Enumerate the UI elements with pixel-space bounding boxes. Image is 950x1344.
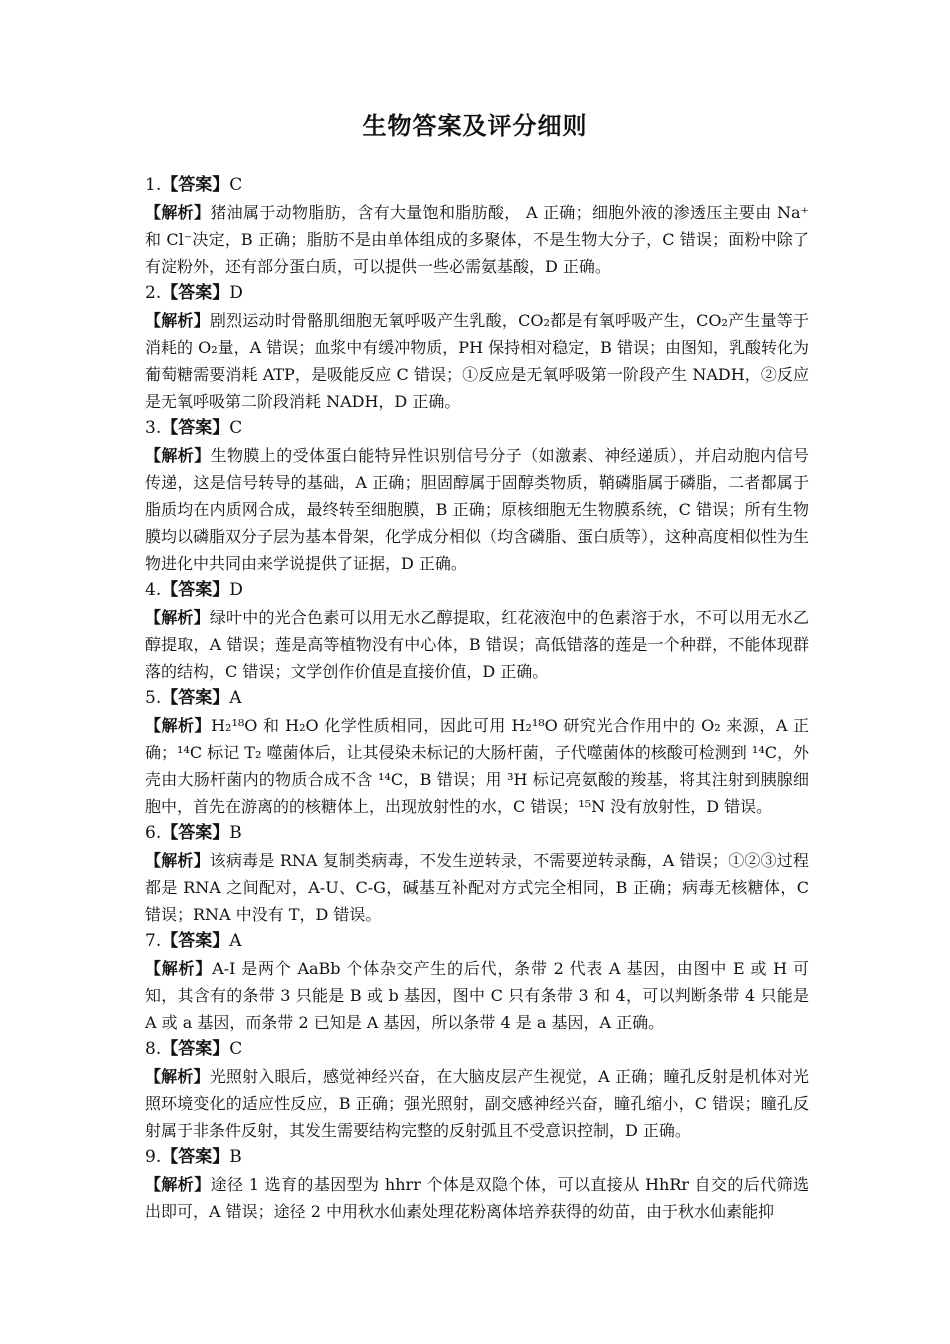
analysis-text: 绿叶中的光合色素可以用无水乙醇提取，红花液泡中的色素溶于水，不可以用无水乙醇提取，A 错误；莲是高等植物没有中心体，B 错误；高低错落的莲是一个种群，不能体现群落的结构，C 错误；文学创作价值是直接价值，D 正确。 [145,608,809,681]
analysis-tag: 【解析】 [145,716,212,735]
answer-choice: D [229,283,243,303]
answer-choice: A [229,688,242,708]
answer-choice: C [229,418,243,438]
analysis-tag: 【解析】 [145,608,210,627]
analysis-text: 该病毒是 RNA 复制类病毒，不发生逆转录，不需要逆转录酶，A 错误；①②③过程都是 RNA 之间配对，A-U、C-G，碱基互补配对方式完全相同，B 正确；病毒无核糖体，C 错误；RNA 中没有 T，D 错误。 [145,851,809,924]
answer-item [145,820,809,928]
answer-item [145,280,809,415]
answer-item [145,928,809,1036]
answer-tag: 【答案】 [161,1039,230,1059]
answer-line [145,172,809,199]
answer-line [145,1144,809,1171]
analysis-paragraph [145,199,809,280]
question-number: 3. [145,418,162,438]
question-number: 9. [145,1147,162,1167]
answer-item [145,172,809,280]
analysis-tag: 【解析】 [145,851,210,870]
question-number: 5. [145,688,162,708]
answer-line [145,928,809,955]
answer-line [145,415,809,442]
question-number: 2. [145,283,162,303]
answer-line [145,280,809,307]
answer-choice: C [229,1039,243,1059]
analysis-paragraph [145,847,809,928]
answer-choice: D [229,580,243,600]
question-number: 4. [145,580,162,600]
answer-item [145,1036,809,1144]
answer-tag: 【答案】 [161,175,230,195]
page-title: 生物答案及评分细则 [362,112,588,140]
analysis-tag: 【解析】 [145,1067,210,1086]
analysis-paragraph [145,442,809,577]
analysis-tag: 【解析】 [145,446,211,465]
answer-item [145,415,809,577]
analysis-tag: 【解析】 [145,959,213,978]
analysis-text: 剧烈运动时骨骼肌细胞无氧呼吸产生乳酸，CO₂都是有氧呼吸产生，CO₂产生量等于消耗的 O₂量，A 错误；血浆中有缓冲物质，PH 保持相对稳定，B 错误；由图知，乳酸转化为葡萄糖需要消耗 ATP，是吸能反应 C 错误；①反应是无氧呼吸第一阶段产生 NADH，②反应是无氧呼吸第二阶段消耗 NADH，D 正确。 [145,311,809,411]
answer-line [145,577,809,604]
answer-tag: 【答案】 [161,688,230,708]
analysis-text: 猪油属于动物脂肪，含有大量饱和脂肪酸， A 正确；细胞外液的渗透压主要由 Na⁺和 Cl⁻决定，B 正确；脂肪不是由单体组成的多聚体，不是生物大分子，C 错误；面粉中除了有淀粉外，还有部分蛋白质，可以提供一些必需氨基酸，D 正确。 [145,203,809,276]
question-number: 6. [145,823,162,843]
answer-tag: 【答案】 [161,1147,230,1167]
analysis-tag: 【解析】 [145,203,211,222]
answer-choice: B [229,1147,242,1167]
analysis-text: A-I 是两个 AaBb 个体杂交产生的后代，条带 2 代表 A 基因，由图中 E 或 H 可知，其含有的条带 3 只能是 B 或 b 基因，图中 C 只有条带 3 和 4，可以判断条带 4 只能是 A 或 a 基因，而条带 2 已知是 A 基因，所以条带 4 是 a 基因，A 正确。 [145,959,809,1032]
answer-tag: 【答案】 [161,580,230,600]
analysis-text: 光照射入眼后，感觉神经兴奋，在大脑皮层产生视觉，A 正确；瞳孔反射是机体对光照环境变化的适应性反应，B 正确；强光照射，副交感神经兴奋，瞳孔缩小，C 错误；瞳孔反射属于非条件反射，其发生需要结构完整的反射弧且不受意识控制，D 正确。 [145,1067,809,1140]
analysis-paragraph [145,1171,809,1225]
answer-tag: 【答案】 [161,418,230,438]
answer-item [145,1144,809,1225]
question-number: 1. [145,175,162,195]
answer-list [145,172,809,1225]
analysis-paragraph [145,604,809,685]
answer-tag: 【答案】 [161,931,230,951]
answer-item [145,577,809,685]
analysis-tag: 【解析】 [145,1175,211,1194]
analysis-text: H₂¹⁸O 和 H₂O 化学性质相同，因此可用 H₂¹⁸O 研究光合作用中的 O₂ 来源，A 正确；¹⁴C 标记 T₂ 噬菌体后，让其侵染未标记的大肠杆菌，子代噬菌体的核酸可检测到 ¹⁴C，外壳由大肠杆菌内的物质合成不含 ¹⁴C，B 错误；用 ³H 标记亮氨酸的羧基，将其注射到胰腺细胞中，首先在游离的的核糖体上，出现放射性的水，C 错误；¹⁵N 没有放射性，D 错误。 [145,716,809,816]
analysis-text: 途径 1 选育的基因型为 hhrr 个体是双隐个体，可以直接从 HhRr 自交的后代筛选出即可，A 错误；途径 2 中用秋水仙素处理花粉离体培养获得的幼苗，由于秋水仙素能抑 [145,1175,809,1221]
answer-line [145,820,809,847]
analysis-paragraph [145,1063,809,1144]
answer-tag: 【答案】 [161,283,230,303]
question-number: 8. [145,1039,162,1059]
answer-choice: C [229,175,243,195]
analysis-paragraph [145,955,809,1036]
analysis-paragraph [145,307,809,415]
answer-choice: B [229,823,242,843]
answer-choice: A [229,931,242,951]
answer-tag: 【答案】 [161,823,230,843]
answer-line [145,1036,809,1063]
analysis-tag: 【解析】 [145,311,210,330]
analysis-text: 生物膜上的受体蛋白能特异性识别信号分子（如激素、神经递质），并启动胞内信号传递，这是信号转导的基础，A 正确；胆固醇属于固醇类物质，鞘磷脂属于磷脂，二者都属于脂质均在内质网合成，最终转至细胞膜，B 正确；原核细胞无生物膜系统，C 错误；所有生物膜均以磷脂双分子层为基本骨架，化学成分相似（均含磷脂、蛋白质等），这种高度相似性为生物进化中共同由来学说提供了证据，D 正确。 [145,446,810,573]
answer-line [145,685,809,712]
question-number: 7. [145,931,162,951]
analysis-paragraph [145,712,809,820]
answer-item [145,685,809,820]
